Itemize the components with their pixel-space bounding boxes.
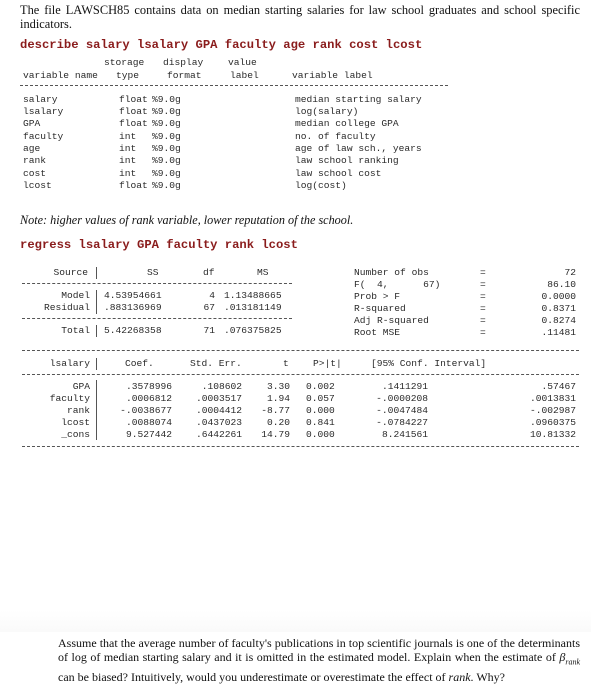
coef-row-var: faculty [49, 393, 90, 404]
coef-row-hi: -.002987 [529, 405, 576, 416]
anova-row-ss: 4.53954661 [104, 290, 162, 301]
coef-row-p: 0.000 [306, 405, 335, 416]
describe-row-type: int [119, 168, 137, 179]
anova-row-source: Total [61, 325, 90, 336]
describe-header-variable-name: variable name [23, 70, 98, 81]
describe-row-name: lcost [23, 180, 52, 191]
stat-label: F( 4, 67) [354, 279, 441, 290]
stat-eq: = [480, 303, 486, 314]
anova-row-source: Model [61, 290, 90, 301]
coef-row-p: 0.000 [306, 429, 335, 440]
describe-header-type: type [116, 70, 140, 81]
describe-row-name: rank [23, 155, 47, 166]
describe-row-name: cost [23, 168, 47, 179]
coef-row-var: rank [66, 405, 90, 416]
coef-row-hi: .0960375 [529, 417, 576, 428]
describe-row-label: law school ranking [295, 155, 399, 166]
page-seam [0, 610, 591, 632]
coef-row-t: 14.79 [261, 429, 290, 440]
anova-separator [96, 267, 97, 279]
intro-text: The file LAWSCH85 contains data on median starting salaries for law school graduates and school specific indicators. [20, 3, 580, 31]
coef-row-se: .0004412 [195, 405, 242, 416]
stat-value: .11481 [541, 327, 576, 338]
anova-separator [96, 290, 97, 314]
coef-row-hi: 10.81332 [529, 429, 576, 440]
describe-row-type: int [119, 143, 137, 154]
anova-row-df: 67 [203, 302, 215, 313]
describe-row-format: %9.0g [152, 155, 181, 166]
anova-row-source: Residual [43, 302, 90, 313]
stat-label: Adj R-squared [354, 315, 429, 326]
describe-row-format: %9.0g [152, 143, 181, 154]
coef-row-lo: -.0047484 [376, 405, 428, 416]
anova-row-ms: 1.13488665 [224, 290, 282, 301]
coef-row-t: 3.30 [266, 381, 290, 392]
describe-row-name: lsalary [23, 106, 64, 117]
anova-separator [96, 325, 97, 337]
describe-row-label: log(cost) [295, 180, 347, 191]
note-text: Note: higher values of rank variable, lower reputation of the school. [20, 213, 354, 227]
stat-label: R-squared [354, 303, 406, 314]
stat-label: Root MSE [354, 327, 401, 338]
coef-row-lo: -.0784227 [376, 417, 428, 428]
coef-separator [96, 380, 97, 440]
describe-row-label: age of law sch., years [295, 143, 422, 154]
coef-row-hi: .0013831 [529, 393, 576, 404]
question-part-2: can be biased? Intuitively, would you underestimate or overestimate the effect of [58, 669, 449, 684]
describe-row-format: %9.0g [152, 168, 181, 179]
describe-row-type: float [119, 94, 148, 105]
coef-row-hi: .57467 [541, 381, 576, 392]
coef-row-p: 0.002 [306, 381, 335, 392]
stat-value: 0.0000 [541, 291, 576, 302]
describe-row-type: float [119, 180, 148, 191]
coef-header-coef: Coef. [125, 358, 154, 369]
anova-row-ms: .013181149 [224, 302, 282, 313]
coef-header-ci: [95% Conf. Interval] [371, 358, 487, 369]
coef-row-coef: .3578996 [125, 381, 172, 392]
describe-row-label: no. of faculty [295, 131, 376, 142]
describe-row-label: log(salary) [295, 106, 359, 117]
stat-value: 0.8274 [541, 315, 576, 326]
describe-row-name: age [23, 143, 41, 154]
coef-header-t: t [283, 358, 289, 369]
describe-row-name: GPA [23, 118, 41, 129]
anova-header-df: df [203, 267, 215, 278]
describe-row-label: median college GPA [295, 118, 399, 129]
coef-header-dep: lsalary [49, 358, 90, 369]
coef-row-t: 1.94 [266, 393, 290, 404]
stat-value: 72 [564, 267, 576, 278]
coef-row-t: -8.77 [261, 405, 290, 416]
describe-row-type: int [119, 155, 137, 166]
describe-row-type: int [119, 131, 137, 142]
coef-row-var: lcost [61, 417, 90, 428]
coef-row-lo: 8.241561 [381, 429, 428, 440]
coef-separator [96, 358, 97, 370]
describe-row-format: %9.0g [152, 106, 181, 117]
beta-subscript: rank [565, 657, 580, 667]
describe-row-name: faculty [23, 131, 64, 142]
coef-row-se: .0003517 [195, 393, 242, 404]
anova-row-ms: .076375825 [224, 325, 282, 336]
describe-header-display: display [163, 57, 204, 68]
question-text [58, 636, 580, 684]
regress-command: regress lsalary GPA faculty rank lcost [20, 238, 298, 252]
coef-row-var: GPA [72, 381, 90, 392]
describe-row-format: %9.0g [152, 131, 181, 142]
coef-divider-top [22, 350, 579, 351]
stat-label: Number of obs [354, 267, 429, 278]
coef-row-se: .0437023 [195, 417, 242, 428]
anova-header-ms: MS [257, 267, 269, 278]
stat-eq: = [480, 291, 486, 302]
describe-header-format: format [167, 70, 202, 81]
coef-row-coef: .0006812 [125, 393, 172, 404]
beta-symbol: β [559, 650, 566, 665]
coef-row-se: .6442261 [195, 429, 242, 440]
coef-row-p: 0.841 [306, 417, 335, 428]
coef-row-coef: .0088074 [125, 417, 172, 428]
coef-row-se: .108602 [201, 381, 242, 392]
question-part-1: Assume that the average number of faculty's publications in top scientific journals is one of the determinants of log of median starting salary and it is omitted in the estimated model. Explain when the estimate of [58, 636, 580, 665]
coef-row-coef: 9.527442 [125, 429, 172, 440]
coef-row-coef: -.0038677 [120, 405, 172, 416]
question-emph: rank [448, 669, 471, 684]
stat-eq: = [480, 327, 486, 338]
anova-row-ss: 5.42268358 [104, 325, 162, 336]
describe-row-label: median starting salary [295, 94, 422, 105]
coef-header-p: P>|t| [313, 358, 342, 369]
coef-row-t: 0.20 [266, 417, 290, 428]
stat-eq: = [480, 267, 486, 278]
describe-row-format: %9.0g [152, 94, 181, 105]
anova-header-source: Source [53, 267, 88, 278]
describe-row-format: %9.0g [152, 118, 181, 129]
describe-row-format: %9.0g [152, 180, 181, 191]
coef-row-var: _cons [61, 429, 90, 440]
coef-row-lo: -.0000208 [376, 393, 428, 404]
anova-header-ss: SS [147, 267, 159, 278]
stat-value: 86.10 [547, 279, 576, 290]
stat-eq: = [480, 315, 486, 326]
anova-row-ss: .883136969 [104, 302, 162, 313]
describe-divider [20, 85, 448, 86]
describe-header-storage: storage [104, 57, 145, 68]
describe-row-type: float [119, 118, 148, 129]
anova-row-df: 71 [203, 325, 215, 336]
describe-header-variable-label: variable label [292, 70, 373, 81]
describe-header-value: value [228, 57, 257, 68]
stat-value: 0.8371 [541, 303, 576, 314]
coef-header-se: Std. Err. [190, 358, 242, 369]
coef-row-p: 0.057 [306, 393, 335, 404]
describe-header-label: label [230, 70, 259, 81]
coef-divider-mid [22, 374, 579, 375]
describe-command: describe salary lsalary GPA faculty age rank cost lcost [20, 38, 423, 52]
stat-label: Prob > F [354, 291, 401, 302]
describe-row-name: salary [23, 94, 58, 105]
anova-divider-bottom [22, 318, 292, 319]
stat-eq: = [480, 279, 486, 290]
coef-row-lo: .1411291 [381, 381, 428, 392]
describe-row-type: float [119, 106, 148, 117]
anova-divider-top [22, 283, 292, 284]
coef-divider-bottom [22, 446, 579, 447]
question-end: . Why? [470, 669, 505, 684]
describe-row-label: law school cost [295, 168, 382, 179]
anova-row-df: 4 [209, 290, 215, 301]
